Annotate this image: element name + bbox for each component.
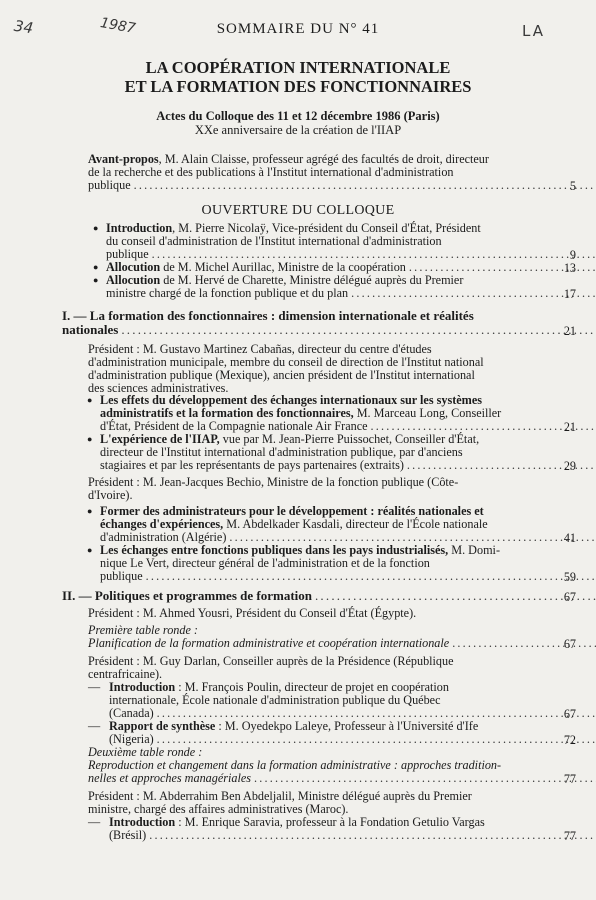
entry-text: internationale, École nationale d'administration publique du Québec [109, 693, 441, 707]
entry-text: (Brésil) [109, 828, 147, 842]
entry-bold-label: Avant-propos [88, 152, 159, 166]
table-ronde-label: Première table ronde : [88, 623, 198, 637]
main-title-line1: LA COOPÉRATION INTERNATIONALE [145, 58, 451, 77]
entry-text: d'État, Président de la Compagnie nationale Air France [100, 419, 368, 433]
entry-bold-label: Rapport de synthèse [109, 719, 216, 733]
leader-dots [229, 530, 596, 544]
entry-text: du conseil d'administration de l'Institut international d'administration [106, 234, 442, 248]
entry-text: Président : M. Ahmed Yousri, Président du Conseil d'État (Égypte). [88, 606, 417, 620]
leader-dots [146, 569, 596, 583]
leader-dots [152, 247, 596, 261]
bullet-icon: ● [93, 262, 99, 272]
entry-text: : M. Enrique Saravia, professeur à la Fondation Getulio Vargas [175, 815, 485, 829]
toc-entry-echanges-fonctions-publiques[interactable] [87, 543, 544, 583]
entry-text: Président : M. Jean-Jacques Bechio, Ministre de la fonction publique (Côte- [88, 475, 459, 489]
toc-entry-former-administrateurs[interactable] [87, 504, 544, 544]
entry-bold-label: Les échanges entre fonctions publiques dans les pays industrialisés, [100, 543, 449, 557]
entry-text: Président : M. Guy Darlan, Conseiller auprès de la Présidence (République [88, 654, 454, 668]
toc-entry-effets-developpement[interactable] [87, 393, 544, 433]
entry-text: des sciences administratives. [88, 381, 229, 395]
entry-text: Planification de la formation administrative et coopération internationale [88, 636, 450, 650]
entry-text: ministre, chargé des affaires administratives (Maroc). [88, 802, 349, 816]
section-title: nationales [62, 322, 119, 337]
entry-text: directeur de l'Institut international d'administration publique, par d'anciens [100, 445, 463, 459]
leader-dots [121, 322, 596, 337]
table-ronde-label: Deuxième table ronde : [88, 745, 203, 759]
toc-entry-table-ronde-1[interactable] [88, 624, 544, 650]
anniversary-subtitle: XXe anniversaire de la création de l'IIAP [194, 123, 402, 137]
entry-bold-label: Les effets du développement des échanges internationaux sur les systèmes [100, 393, 482, 407]
page-number: 5 [569, 179, 576, 193]
bullet-icon: ● [93, 223, 99, 233]
entry-text: publique [88, 178, 131, 192]
toc-entry-allocution-charette[interactable] [93, 273, 544, 300]
section-title: II. — Politiques et programmes de formation [62, 588, 312, 603]
toc-entry-introduction-saravia[interactable] [88, 815, 544, 842]
handwritten-note-right: LA [522, 22, 545, 40]
section-title: I. — La formation des fonctionnaires : dimension internationale et réalités [62, 308, 474, 323]
entry-text: de la recherche et des publications à l'Institut international d'administration [88, 165, 454, 179]
entry-text: stagiaires et par les représentants de pays partenaires (extraits) [100, 458, 404, 472]
page-number: 21 [563, 324, 576, 338]
entry-text: ministre chargé de la fonction publique et du plan [106, 286, 349, 300]
main-title-line2: ET LA FORMATION DES FONCTIONNAIRES [124, 77, 472, 96]
entry-text: publique [106, 247, 149, 261]
entry-text: publique [100, 569, 143, 583]
entry-text: M. Abdelkader Kasdali, directeur de l'École nationale [223, 517, 488, 531]
dash-marker: — [88, 680, 101, 694]
sommaire-heading: SOMMAIRE DU N° 41 [216, 21, 380, 37]
entry-text: Reproduction et changement dans la formation administrative : approches tradition- [88, 758, 502, 772]
leader-dots [254, 771, 596, 785]
ouverture-heading: OUVERTURE DU COLLOQUE [201, 203, 395, 218]
page-number: 77 [563, 772, 576, 786]
section-2-heading[interactable] [62, 589, 544, 603]
entry-text: Président : M. Abderrahim Ben Abdeljalil, Ministre délégué auprès du Premier [88, 789, 472, 803]
entry-bold-label: Introduction [109, 815, 176, 829]
entry-text: M. Marceau Long, Conseiller [353, 406, 502, 420]
page-number: 29 [563, 459, 576, 473]
entry-text: : M. François Poulin, directeur de projet en coopération [175, 680, 449, 694]
toc-entry-table-ronde-2[interactable] [88, 746, 544, 785]
entry-text: d'administration publique (Mexique), ancien président de l'Institut international [88, 368, 475, 382]
page-number: 41 [563, 531, 576, 545]
handwritten-note-year: 1987 [98, 15, 137, 37]
entry-bold-label: Allocution [106, 260, 161, 274]
bullet-icon: ● [87, 506, 93, 516]
page-number: 9 [569, 248, 576, 262]
entry-text: de M. Michel Aurillac, Ministre de la coopération [160, 260, 406, 274]
dash-marker: — [88, 719, 101, 733]
entry-bold-label: Former des administrateurs pour le développement : réalités nationales et [100, 504, 484, 518]
page-number: 67 [563, 590, 576, 604]
entry-text: (Canada) [109, 706, 154, 720]
entry-text: M. Domi- [448, 543, 500, 557]
entry-text: , M. Pierre Nicolaÿ, Vice-président du Conseil d'État, Président [172, 221, 481, 235]
dash-marker: — [88, 815, 101, 829]
bullet-icon: ● [87, 395, 93, 405]
entry-bold-label: administratifs et la formation des fonctionnaires, [100, 406, 354, 420]
page-number: 17 [563, 287, 576, 301]
entry-bold-label: Introduction [106, 221, 173, 235]
actes-subtitle: Actes du Colloque des 11 et 12 décembre 1986 (Paris) [156, 109, 440, 123]
entry-text: (Nigeria) [109, 732, 154, 746]
entry-bold-label: échanges d'expériences, [100, 517, 224, 531]
entry-text: vue par M. Jean-Pierre Puissochet, Conseiller d'État, [219, 432, 480, 446]
page-number: 67 [563, 637, 576, 651]
entry-bold-label: Allocution [106, 273, 161, 287]
page-number: 77 [563, 829, 576, 843]
entry-bold-label: Introduction [109, 680, 176, 694]
page-number: 67 [563, 707, 576, 721]
toc-entry-experience-iiap[interactable] [87, 432, 544, 472]
toc-entry-avant-propos[interactable] [88, 153, 544, 192]
entry-text: : M. Oyedekpo Laleye, Professeur à l'Université d'Ife [215, 719, 479, 733]
entry-text: d'administration municipale, membre du conseil de direction de l'Institut national [88, 355, 484, 369]
page-number: 59 [563, 570, 576, 584]
entry-text: , M. Alain Claisse, professeur agrégé des facultés de droit, directeur [158, 152, 489, 166]
president-martinez [88, 343, 544, 395]
leader-dots [157, 706, 596, 720]
section-1-heading[interactable] [62, 309, 544, 337]
leader-dots [157, 732, 596, 746]
bullet-icon: ● [87, 545, 93, 555]
bullet-icon: ● [87, 434, 93, 444]
leader-dots [134, 178, 596, 192]
entry-text: nique Le Vert, directeur général de l'administration et de la fonction [100, 556, 430, 570]
entry-text: centrafricaine). [88, 667, 163, 681]
entry-text: nelles et approches managériales [88, 771, 252, 785]
page-number: 72 [563, 733, 576, 747]
president-darlan [88, 655, 544, 681]
entry-text: Président : M. Gustavo Martinez Cabañas, directeur du centre d'études [88, 342, 432, 356]
entry-text: de M. Hervé de Charette, Ministre délégué auprès du Premier [160, 273, 464, 287]
bullet-icon: ● [93, 275, 99, 285]
leader-dots [149, 828, 596, 842]
entry-text: d'administration (Algérie) [100, 530, 227, 544]
entry-bold-label: L'expérience de l'IIAP, [100, 432, 220, 446]
page-number: 21 [563, 420, 576, 434]
handwritten-note-left: 34 [12, 16, 35, 38]
president-bechio [88, 476, 544, 502]
page-number: 13 [563, 261, 576, 275]
president-ben-abdeljalil [88, 790, 544, 816]
toc-entry-introduction[interactable] [93, 221, 544, 261]
toc-entry-rapport-synthese[interactable] [88, 719, 544, 746]
president-yousri [88, 607, 544, 620]
entry-text: d'Ivoire). [88, 488, 133, 502]
toc-entry-introduction-poulin[interactable] [88, 680, 544, 720]
